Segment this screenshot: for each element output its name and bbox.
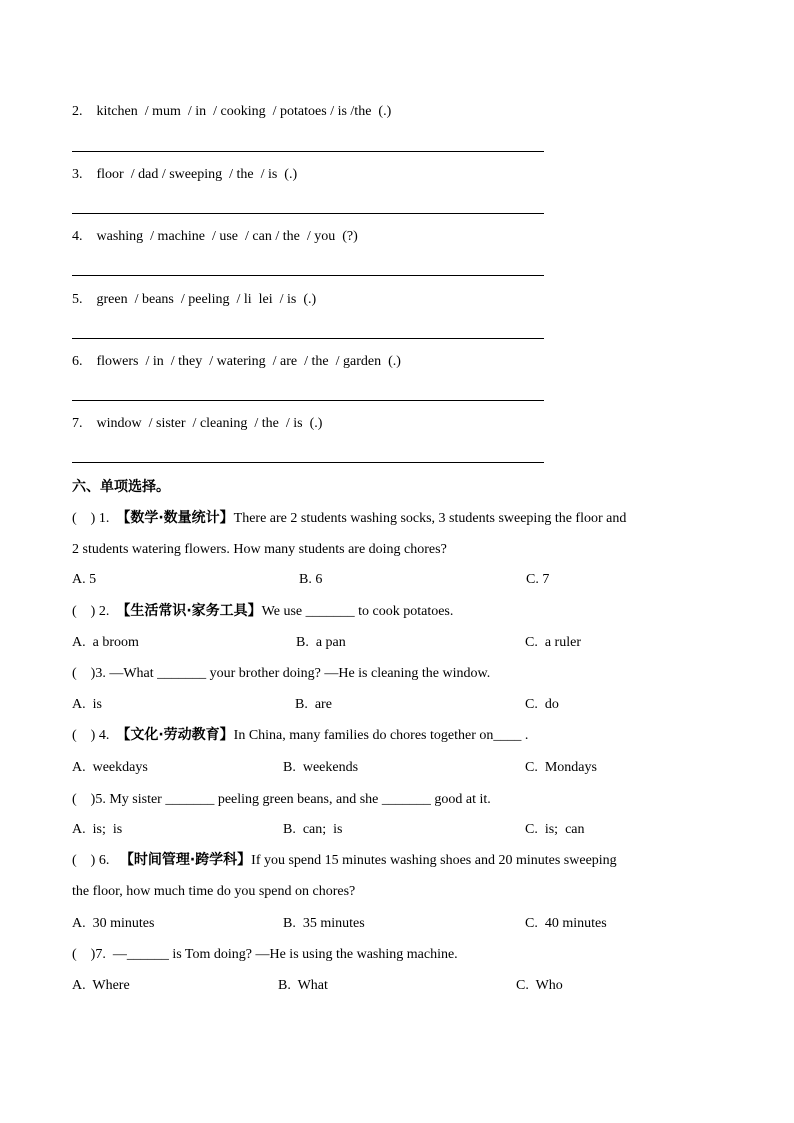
question-2 (72, 596, 722, 627)
question-7 (72, 939, 722, 970)
option-b[interactable]: B. What (278, 978, 328, 993)
option-b[interactable]: B. 6 (299, 572, 323, 587)
option-b[interactable]: B. 35 minutes (283, 916, 365, 931)
question-prefix[interactable]: ( )7. (72, 947, 113, 962)
answer-line[interactable] (72, 400, 544, 401)
question-prefix[interactable]: ( ) 2. (72, 604, 117, 619)
answer-line[interactable] (72, 151, 544, 152)
reorder-item (72, 353, 401, 371)
item-number: 6. (72, 354, 83, 369)
question-stem-cont: 2 students watering flowers. How many students are doing chores? (72, 542, 447, 557)
question-prefix[interactable]: ( ) 6. (72, 853, 120, 868)
option-a[interactable]: A. is (72, 697, 102, 712)
option-c[interactable]: C. do (525, 697, 559, 712)
question-stem: If you spend 15 minutes washing shoes and 20 minutes sweeping (251, 853, 617, 868)
item-number: 7. (72, 416, 83, 431)
item-words: flowers / in / they / watering / are / the / garden (.) (96, 354, 401, 369)
question-stem: In China, many families do chores together on____ . (233, 728, 529, 743)
question-1 (72, 503, 722, 565)
option-a[interactable]: A. 5 (72, 572, 97, 587)
question-4 (72, 720, 722, 751)
question-prefix[interactable]: ( )3. (72, 666, 110, 681)
question-stem: —______ is Tom doing? —He is using the washing machine. (112, 947, 458, 962)
reorder-item (72, 166, 297, 184)
option-c[interactable]: C. 7 (526, 572, 550, 587)
item-words: kitchen / mum / in / cooking / potatoes / is /the (.) (96, 104, 392, 119)
item-words: washing / machine / use / can / the / you (?) (96, 229, 358, 244)
answer-line[interactable] (72, 213, 544, 214)
question-stem: My sister _______ peeling green beans, and she _______ good at it. (109, 792, 491, 807)
section-title: 六、单项选择。 (72, 479, 170, 495)
item-number: 5. (72, 292, 83, 307)
question-stem-cont: the floor, how much time do you spend on chores? (72, 884, 356, 899)
answer-line[interactable] (72, 275, 544, 276)
reorder-item (72, 415, 322, 433)
option-a[interactable]: A. 30 minutes (72, 916, 155, 931)
reorder-item (72, 228, 358, 246)
question-stem: There are 2 students washing socks, 3 students sweeping the floor and (233, 511, 627, 526)
item-number: 3. (72, 167, 83, 182)
option-a[interactable]: A. Where (72, 978, 130, 993)
item-words: window / sister / cleaning / the / is (.) (96, 416, 323, 431)
option-c[interactable]: C. is; can (525, 822, 585, 837)
reorder-item (72, 291, 316, 309)
option-a[interactable]: A. is; is (72, 822, 123, 837)
item-words: floor / dad / sweeping / the / is (.) (96, 167, 298, 182)
option-c[interactable]: C. 40 minutes (525, 916, 607, 931)
question-stem: We use _______ to cook potatoes. (261, 604, 454, 619)
option-b[interactable]: B. are (295, 697, 332, 712)
question-prefix[interactable]: ( )5. (72, 792, 110, 807)
option-b[interactable]: B. a pan (296, 635, 346, 650)
option-c[interactable]: C. a ruler (525, 635, 581, 650)
option-b[interactable]: B. weekends (283, 760, 359, 775)
reorder-item (72, 103, 391, 121)
item-words: green / beans / peeling / li lei / is (.) (96, 292, 317, 307)
question-3 (72, 658, 722, 689)
question-5 (72, 784, 722, 815)
question-stem: —What _______ your brother doing? —He is cleaning the window. (109, 666, 491, 681)
answer-line[interactable] (72, 462, 544, 463)
option-a[interactable]: A. a broom (72, 635, 139, 650)
subject-tag: 【生活常识·家务工具】 (116, 603, 262, 619)
option-c[interactable]: C. Mondays (525, 760, 597, 775)
option-c[interactable]: C. Who (516, 978, 563, 993)
item-number: 2. (72, 104, 83, 119)
answer-line[interactable] (72, 338, 544, 339)
question-6 (72, 845, 722, 907)
item-number: 4. (72, 229, 83, 244)
subject-tag: 【数学·数量统计】 (116, 510, 234, 526)
question-prefix[interactable]: ( ) 4. (72, 728, 117, 743)
subject-tag: 【文化·劳动教育】 (116, 727, 234, 743)
subject-tag: 【时间管理·跨学科】 (119, 852, 252, 868)
option-b[interactable]: B. can; is (283, 822, 343, 837)
option-a[interactable]: A. weekdays (72, 760, 148, 775)
question-prefix[interactable]: ( ) 1. (72, 511, 117, 526)
